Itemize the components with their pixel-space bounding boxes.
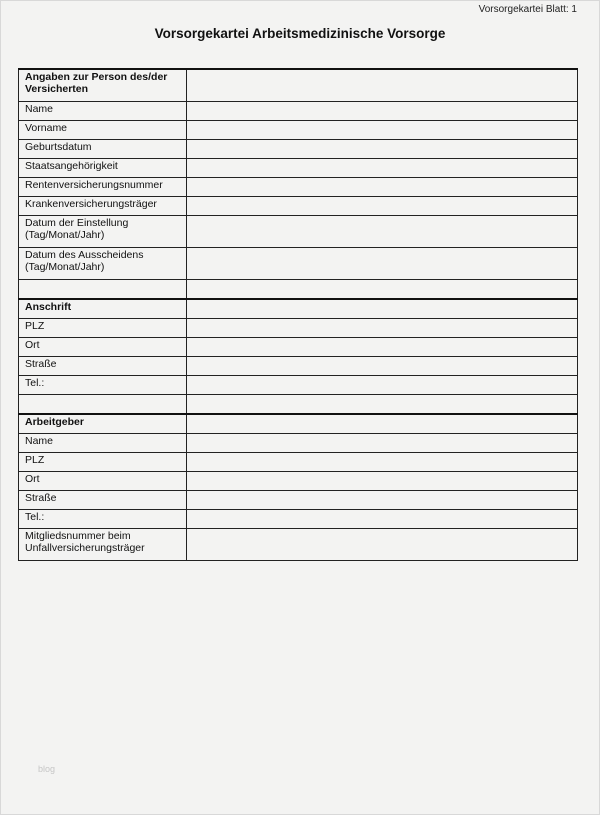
table-row bbox=[19, 319, 578, 338]
table-row bbox=[19, 159, 578, 178]
table-row bbox=[19, 376, 578, 395]
table-row bbox=[19, 338, 578, 357]
table-row bbox=[19, 453, 578, 472]
table-row bbox=[19, 357, 578, 376]
section-heading-arbeitgeber: Arbeitgeber bbox=[19, 414, 187, 434]
field-label-arbeitgeber-plz: PLZ bbox=[19, 453, 187, 472]
empty-cell bbox=[187, 395, 578, 415]
document-title: Vorsorgekartei Arbeitsmedizinische Vorsorge bbox=[154, 26, 446, 41]
field-input-tel[interactable] bbox=[187, 376, 578, 395]
field-input-mitgliedsnummer[interactable] bbox=[187, 529, 578, 561]
sheet-label: Vorsorgekartei Blatt: 1 bbox=[478, 4, 577, 15]
field-label-strasse: Straße bbox=[19, 357, 187, 376]
table-row bbox=[19, 178, 578, 197]
field-input-name[interactable] bbox=[187, 102, 578, 121]
field-label-geburtsdatum: Geburtsdatum bbox=[19, 140, 187, 159]
table-row bbox=[19, 434, 578, 453]
field-input-plz[interactable] bbox=[187, 319, 578, 338]
field-label-datum-ausscheiden: Datum des Ausscheidens (Tag/Monat/Jahr) bbox=[19, 248, 187, 280]
field-input-strasse[interactable] bbox=[187, 357, 578, 376]
field-label-plz: PLZ bbox=[19, 319, 187, 338]
field-label-arbeitgeber-strasse: Straße bbox=[19, 491, 187, 510]
field-label-name: Name bbox=[19, 102, 187, 121]
table-row bbox=[19, 529, 578, 561]
field-label-vorname: Vorname bbox=[19, 121, 187, 140]
table-row bbox=[19, 121, 578, 140]
empty-cell bbox=[19, 280, 187, 300]
section-heading-anschrift: Anschrift bbox=[19, 299, 187, 319]
empty-cell bbox=[187, 280, 578, 300]
table-row bbox=[19, 248, 578, 280]
field-input-arbeitgeber-tel[interactable] bbox=[187, 510, 578, 529]
field-label-datum-einstellung: Datum der Einstellung (Tag/Monat/Jahr) bbox=[19, 216, 187, 248]
section-address-heading-row bbox=[19, 299, 578, 319]
table-row bbox=[19, 102, 578, 121]
field-input-krankenversicherungstraeger[interactable] bbox=[187, 197, 578, 216]
field-input-rentenversicherungsnummer[interactable] bbox=[187, 178, 578, 197]
field-input-ort[interactable] bbox=[187, 338, 578, 357]
field-input-staatsangehoerigkeit[interactable] bbox=[187, 159, 578, 178]
field-label-arbeitgeber-ort: Ort bbox=[19, 472, 187, 491]
field-label-rentenversicherungsnummer: Rentenversicherungsnummer bbox=[19, 178, 187, 197]
watermark-text: blog bbox=[38, 764, 56, 774]
value-cell[interactable] bbox=[187, 414, 578, 434]
field-label-arbeitgeber-tel: Tel.: bbox=[19, 510, 187, 529]
field-label-krankenversicherungstraeger: Krankenversicherungsträger bbox=[19, 197, 187, 216]
field-label-tel: Tel.: bbox=[19, 376, 187, 395]
field-input-arbeitgeber-strasse[interactable] bbox=[187, 491, 578, 510]
table-row bbox=[19, 472, 578, 491]
field-label-ort: Ort bbox=[19, 338, 187, 357]
table-row bbox=[19, 491, 578, 510]
table-row bbox=[19, 197, 578, 216]
value-cell[interactable] bbox=[187, 299, 578, 319]
field-label-staatsangehoerigkeit: Staatsangehörigkeit bbox=[19, 159, 187, 178]
field-label-mitgliedsnummer: Mitgliedsnummer beim Unfallversicherungsträger bbox=[19, 529, 187, 561]
field-input-geburtsdatum[interactable] bbox=[187, 140, 578, 159]
empty-cell bbox=[19, 395, 187, 415]
field-input-datum-einstellung[interactable] bbox=[187, 216, 578, 248]
field-input-arbeitgeber-ort[interactable] bbox=[187, 472, 578, 491]
table-row bbox=[19, 216, 578, 248]
section-person-heading-row bbox=[19, 69, 578, 102]
field-input-arbeitgeber-name[interactable] bbox=[187, 434, 578, 453]
table-row bbox=[19, 510, 578, 529]
field-input-datum-ausscheiden[interactable] bbox=[187, 248, 578, 280]
field-input-vorname[interactable] bbox=[187, 121, 578, 140]
field-label-arbeitgeber-name: Name bbox=[19, 434, 187, 453]
table-row bbox=[19, 140, 578, 159]
spacer-row bbox=[19, 395, 578, 415]
field-input-arbeitgeber-plz[interactable] bbox=[187, 453, 578, 472]
spacer-row bbox=[19, 280, 578, 300]
value-cell[interactable] bbox=[187, 69, 578, 102]
vorsorge-form-table bbox=[18, 68, 578, 561]
section-heading-person: Angaben zur Person des/der Versicherten bbox=[19, 69, 187, 102]
section-employer-heading-row bbox=[19, 414, 578, 434]
